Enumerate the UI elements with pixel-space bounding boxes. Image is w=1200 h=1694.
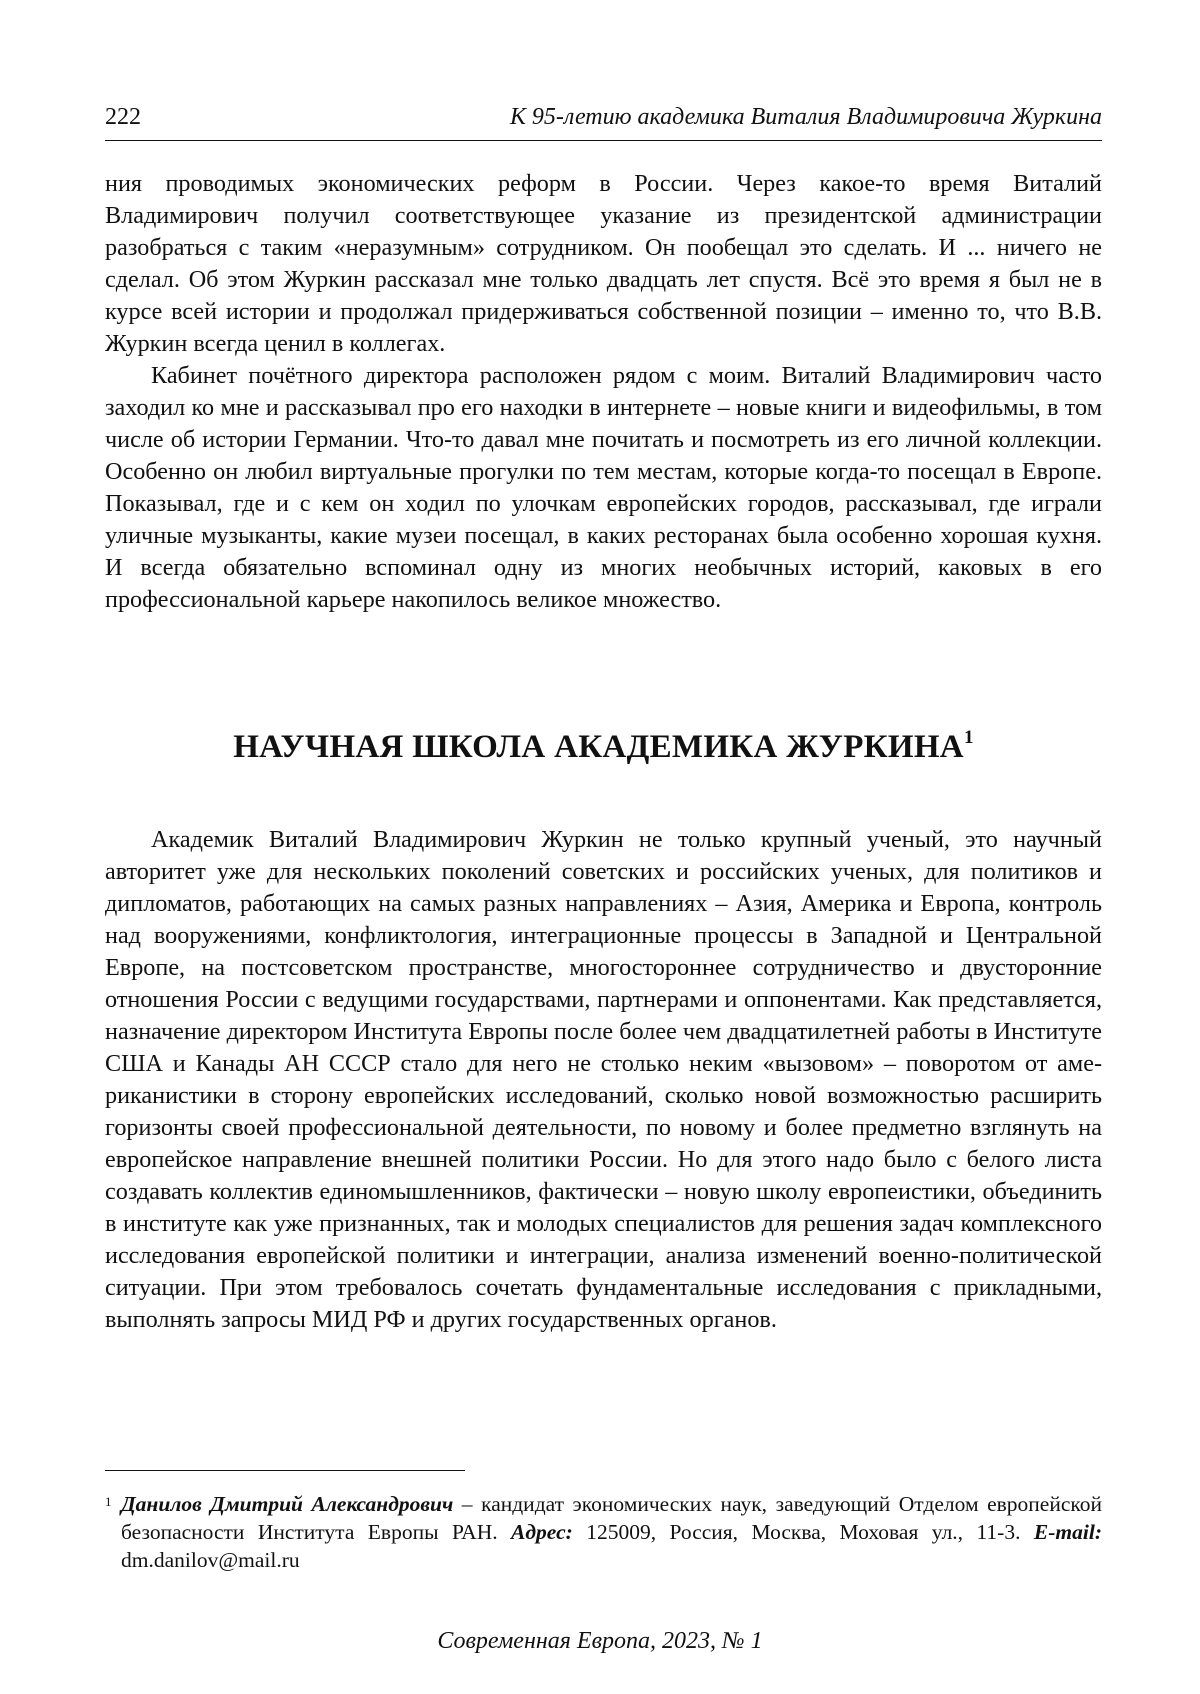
page-number: 222 <box>105 104 141 130</box>
footnote-address-label: Адрес: <box>511 1520 573 1544</box>
footnote-address: 125009, Россия, Москва, Моховая ул., 11-3. <box>572 1520 1034 1544</box>
heading-footnote-mark: 1 <box>963 727 974 748</box>
footnote-email: dm.danilov@mail.ru <box>121 1548 300 1572</box>
section-heading-text: НАУЧНАЯ ШКОЛА АКАДЕМИКА ЖУРКИНА <box>233 729 964 765</box>
scientific-school-section <box>105 824 1102 1336</box>
article-continuation <box>105 168 1102 616</box>
footnote-author-description: – кандидат экономических наук, заведующий Отделом европейской безопасности Института Европы РАН. <box>121 1492 1102 1544</box>
header-divider <box>105 140 1102 141</box>
footnote-divider <box>105 1470 465 1471</box>
footnote-email-label: E-mail: <box>1033 1520 1102 1544</box>
footnote-mark: 1 <box>105 1494 112 1509</box>
section-heading <box>105 718 1102 767</box>
journal-footer: Современная Европа, 2023, № 1 <box>437 1628 763 1654</box>
paragraph-scientific-school: Академик Виталий Владимирович Журкин не только крупный ученый, это научный авторитет уже для нескольких поколений советских и российских ученых, для политиков и дипломатов, работающих на самых разных направлениях – Азия, Америка и Европа, контроль над вооружениями, конфликтология, интеграционные процессы в Западной и Центральной Европе, на постсоветском пространстве, многостороннее сотрудничество и двусторонние отношения России с ведущими государствами, партнерами и оппонентами. Как представляется, назначение директором Института Европы после более чем двадцатилетней работы в Институте США и Канады АН СССР стало для него не столько неким «вызовом» – поворотом от американистики в сторону европейских исследований, сколько новой возможностью расширить горизонты своей профессиональной деятельности, по новому и более предметно взглянуть на европейское направление внешней политики России. Но для этого надо было с белого листа создавать коллектив единомышленников, фактически – новую школу европеистики, объединить в институте как уже признанных, так и молодых специалистов для решения задач комплексного исследования европейской политики и интеграции, анализа изменений военно-политической ситуации. При этом требовалось сочетать фундаментальные исследования с прикладными, выполнять запросы МИД РФ и других государственных органов. <box>105 826 1102 1333</box>
author-footnote <box>105 1490 1102 1574</box>
paragraph-honorary-director: Кабинет почётного директора расположен рядом с моим. Виталий Владимирович часто заходил ко мне и рассказывал про его находки в интернете – новые книги и видеофильмы, в том числе об истории Германии. Что-то давал мне почитать и посмотреть из его личной коллекции. Особенно он любил виртуальные прогулки по тем местам, которые когда-то посещал в Европе. Показывал, где и с кем он ходил по улочкам европейских городов, рассказывал, где играли уличные музыканты, какие музеи посещал, в каких ресторанах была особенно хорошая кухня. И всегда обязательно вспоминал одну из многих необычных историй, каковых в его профессиональной карьере накопилось великое множество. <box>105 362 1102 613</box>
paragraph-reforms: ния проводимых экономических реформ в России. Через какое-то время Виталий Владимирович получил соответствующее указание из президентской администрации разобраться с таким «неразумным» сотрудником. Он пообещал это сделать. И ... ничего не сделал. Об этом Журкин рассказал мне только двадцать лет спустя. Всё это время я был не в курсе всей истории и продолжал придерживаться собственной позиции – именно то, что В.В. Журкин всегда ценил в коллегах. <box>105 170 1102 357</box>
running-header-title: К 95-летию академика Виталия Владимировича Журкина <box>509 104 1102 130</box>
footnote-author-name: Данилов Дмитрий Александрович <box>121 1492 454 1516</box>
